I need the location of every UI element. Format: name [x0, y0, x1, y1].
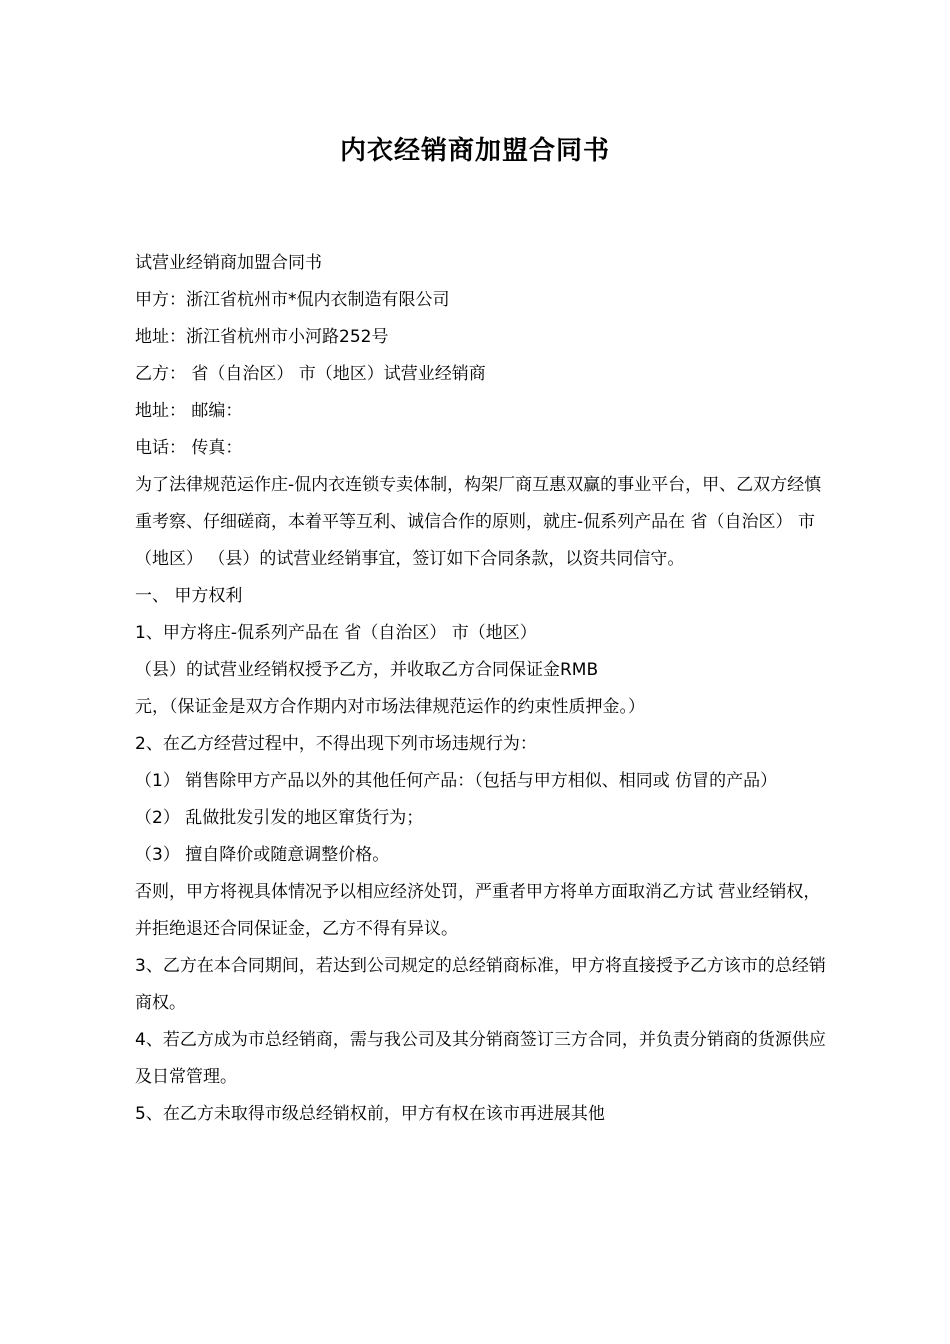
paragraph-party-a: 甲方：浙江省杭州市*侃内衣制造有限公司 [135, 290, 450, 310]
paragraph-party-b: 乙方： 省（自治区） 市（地区）试营业经销商 [135, 364, 486, 384]
paragraph-party-a-address: 地址：浙江省杭州市小河路252号 [135, 327, 389, 347]
paragraph-subtitle: 试营业经销商加盟合同书 [135, 253, 322, 273]
clause-3: 3、乙方在本合同期间，若达到公司规定的总经销商标准，甲方将直接授予乙方该市的总经销商权。 [135, 956, 826, 1013]
document-body [115, 245, 837, 1133]
clause-2-item-3: （3） 擅自降价或随意调整价格。 [135, 845, 390, 865]
clause-1-deposit: 元，（保证金是双方合作期内对市场法律规范运作的约束性质押金。） [135, 697, 645, 717]
clause-2-penalty: 否则，甲方将视具体情况予以相应经济处罚，严重者甲方将单方面取消乙方试 营业经销权，并拒绝退还合同保证金，乙方不得有异议。 [135, 882, 821, 939]
clause-5: 5、在乙方未取得市级总经销权前，甲方有权在该市再进展其他 [135, 1104, 605, 1124]
clause-2: 2、在乙方经营过程中，不得出现下列市场违规行为： [135, 734, 537, 754]
clause-1: 1、甲方将庄-侃系列产品在 省（自治区） 市（地区） [135, 623, 537, 643]
section-heading-party-a-rights: 一、 甲方权利 [135, 586, 243, 606]
paragraph-preamble: 为了法律规范运作庄-侃内衣连锁专卖体制，构架厂商互惠双赢的事业平台，甲、乙双方经慎重考察、仔细磋商，本着平等互利、诚信合作的原则，就庄-侃系列产品在 省（自治区） 市（地区） （县）的试营业经销事宜，签订如下合同条款，以资共同信守。 [135, 475, 822, 569]
clause-2-item-2: （2） 乱做批发引发的地区窜货行为； [135, 808, 424, 828]
document-title: 内衣经销商加盟合同书 [339, 136, 610, 166]
paragraph-party-b-address: 地址： 邮编： [135, 401, 243, 421]
clause-1-continued: （县）的试营业经销权授予乙方，并收取乙方合同保证金RMB [135, 660, 599, 680]
paragraph-party-b-phone: 电话： 传真： [135, 438, 243, 458]
clause-4: 4、若乙方成为市总经销商，需与我公司及其分销商签订三方合同，并负责分销商的货源供应及日常管理。 [135, 1030, 826, 1087]
clause-2-item-1: （1） 销售除甲方产品以外的其他任何产品：（包括与甲方相似、相同或 仿冒的产品） [135, 771, 778, 791]
